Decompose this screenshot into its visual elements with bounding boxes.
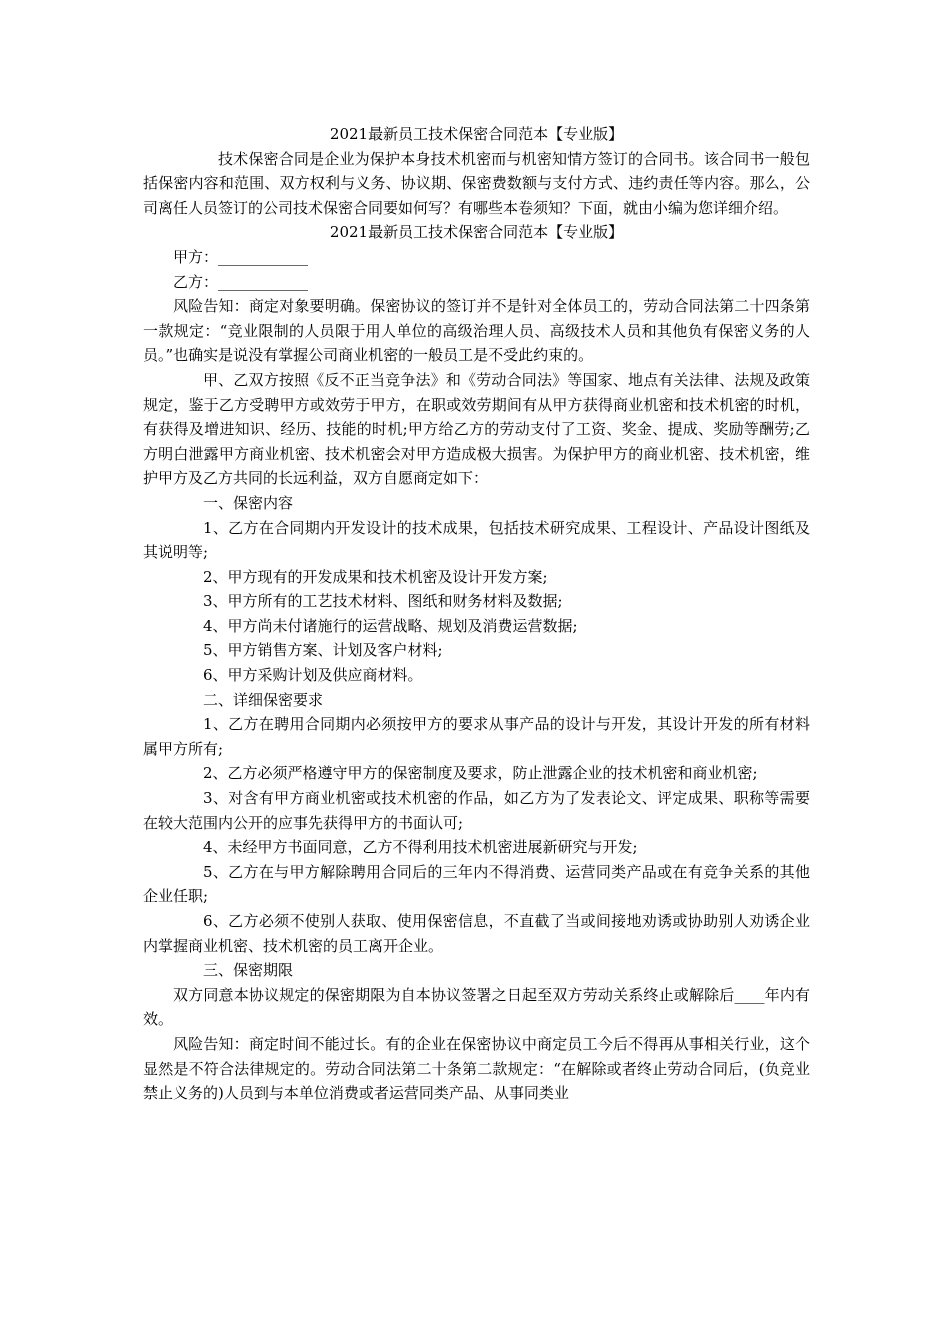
section-3-heading: 三、保密期限 (203, 961, 294, 980)
section-1-item: 3、甲方所有的工艺技术材料、图纸和财务材料及数据; (203, 592, 563, 611)
document-subtitle: 2021最新员工技术保密合同范本【专业版】 (329, 223, 624, 242)
section-1-item: 1、乙方在合同期内开发设计的技术成果，包括技术研究成果、工程设计、产品设计图纸及其说明等; (143, 518, 810, 562)
section-2-heading: 二、详细保密要求 (203, 690, 324, 709)
preamble-paragraph: 甲、乙双方按照《反不正当竞争法》和《劳动合同法》等国家、地点有关法律、法规及政策规定，鉴于乙方受聘甲方或效劳于甲方，在职或效劳期间有从甲方获得商业机密和技术机密的时机，有获得及增进知识、经历、技能的时机;甲方给乙方的劳动支付了工资、奖金、提成、奖励等酬劳;乙方明白泄露甲方商业机密、技术机密会对甲方造成极大损害。为保护甲方的商业机密、技术机密，维护甲方及乙方共同的长远利益，双方自愿商定如下： (143, 370, 810, 488)
section-1-heading: 一、保密内容 (203, 493, 294, 512)
section-3-text: 双方同意本协议规定的保密期限为自本协议签署之日起至双方劳动关系终止或解除后____年内有效。 (143, 985, 810, 1029)
section-1-item: 6、甲方采购计划及供应商材料。 (203, 666, 423, 685)
section-2-item: 1、乙方在聘用合同期内必须按甲方的要求从事产品的设计与开发，其设计开发的所有材料属甲方所有; (143, 715, 810, 758)
risk-notice-2: 风险告知：商定时间不能过长。有的企业在保密协议中商定员工今后不得再从事相关行业，这个显然是不符合法律规定的。劳动合同法第二十条第二款规定：“在解除或者终止劳动合同后，(负竞业禁止义务的)人员到与本单位消费或者运营同类产品、从事同类业 (143, 1034, 810, 1103)
document-body (143, 122, 810, 1106)
section-1-item: 2、甲方现有的开发成果和技术机密及设计开发方案; (203, 567, 548, 586)
section-2-item: 5、乙方在与甲方解除聘用合同后的三年内不得消费、运营同类产品或在有竞争关系的其他企业任职; (143, 862, 810, 906)
intro-paragraph: 技术保密合同是企业为保护本身技术机密而与机密知情方签订的合同书。该合同书一般包括保密内容和范围、双方权利与义务、协议期、保密费数额与支付方式、违约责任等内容。那么，公司离任人员签订的公司技术保密合同要如何写？有哪些本卷须知？下面，就由小编为您详细介绍。 (143, 149, 810, 217)
section-2-item: 2、乙方必须严格遵守甲方的保密制度及要求，防止泄露企业的技术机密和商业机密; (203, 764, 758, 783)
party-a-line: 甲方：____________ (173, 247, 309, 266)
section-2-item: 4、未经甲方书面同意，乙方不得利用技术机密进展新研究与开发; (203, 838, 638, 857)
risk-notice-1: 风险告知：商定对象要明确。保密协议的签订并不是针对全体员工的，劳动合同法第二十四条第一款规定：“竞业限制的人员限于用人单位的高级治理人员、高级技术人员和其他负有保密义务的人员。”也确实是说没有掌握公司商业机密的一般员工是不受此约束的。 (143, 297, 810, 365)
section-1-item: 4、甲方尚未付诸施行的运营战略、规划及消费运营数据; (203, 616, 578, 635)
section-2-item: 6、乙方必须不使别人获取、使用保密信息，不直截了当或间接地劝诱或协助别人劝诱企业内掌握商业机密、技术机密的员工离开企业。 (143, 912, 810, 955)
section-1-item: 5、甲方销售方案、计划及客户材料; (203, 641, 443, 660)
section-2-item: 3、对含有甲方商业机密或技术机密的作品，如乙方为了发表论文、评定成果、职称等需要在较大范围内公开的应事先获得甲方的书面认可; (143, 789, 810, 832)
document-title: 2021最新员工技术保密合同范本【专业版】 (329, 125, 624, 143)
party-b-line: 乙方：____________ (173, 272, 309, 291)
